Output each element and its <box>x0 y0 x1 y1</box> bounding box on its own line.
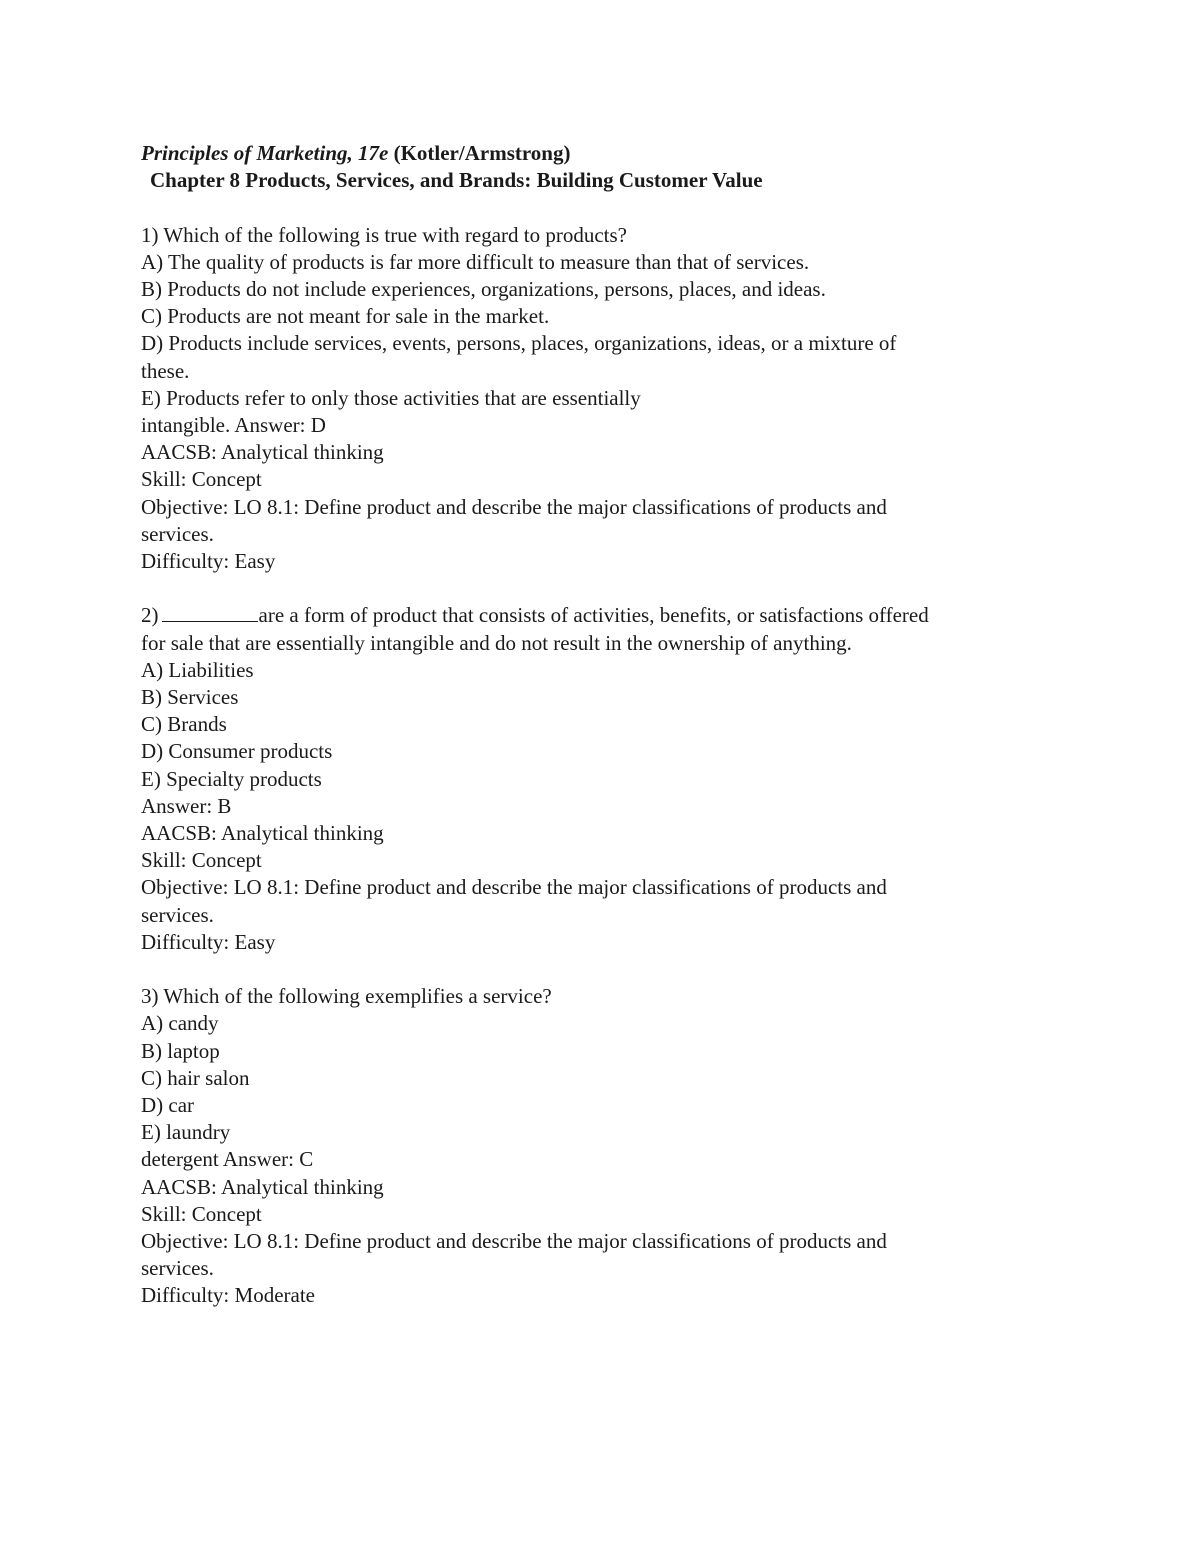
question-number: 2) <box>141 603 159 628</box>
text-line: AACSB: Analytical thinking <box>141 440 384 465</box>
text-line: Skill: Concept <box>141 848 262 873</box>
text-line: 3) Which of the following exemplifies a service? <box>141 984 552 1009</box>
question-3 <box>141 983 1041 1309</box>
text-line: A) The quality of products is far more difficult to measure than that of services. <box>141 249 810 274</box>
text-line: these. <box>141 358 190 383</box>
text-line: B) Products do not include experiences, organizations, persons, places, and ideas. <box>141 277 826 301</box>
text-line: Objective: LO 8.1: Define product and describe the major classifications of products and <box>141 875 887 900</box>
text-line: D) Consumer products <box>141 739 333 764</box>
text-line: detergent Answer: C <box>141 1147 314 1172</box>
text-line: B) Services <box>141 685 239 710</box>
text-line: D) car <box>141 1093 195 1118</box>
question-2 <box>141 602 1041 956</box>
text-line: Answer: B <box>141 793 232 818</box>
text-line: services. <box>141 902 214 927</box>
text-line: E) laundry <box>141 1120 231 1145</box>
document-title <box>141 140 1041 167</box>
text-line: for sale that are essentially intangible and do not result in the ownership of anything. <box>141 630 852 655</box>
text-line: C) hair salon <box>141 1065 250 1090</box>
book-authors: (Kotler/Armstrong) <box>393 141 571 165</box>
text-line: Skill: Concept <box>141 1201 262 1226</box>
text-line: Difficulty: Moderate <box>141 1283 315 1308</box>
text-line: 1) Which of the following is true with regard to products? <box>141 222 627 247</box>
text-line: E) Specialty products <box>141 766 322 791</box>
text-line: Difficulty: Easy <box>141 549 276 574</box>
question-stem-text: are a form of product that consists of activities, benefits, or satisfactions offered <box>258 603 929 628</box>
book-title: Principles of Marketing, 17e <box>141 141 389 165</box>
text-line: C) Brands <box>141 712 227 737</box>
chapter-heading: Chapter 8 Products, Services, and Brands: Building Customer Value <box>150 168 763 193</box>
text-line: Objective: LO 8.1: Define product and describe the major classifications of products and <box>141 1229 887 1254</box>
text-line: Objective: LO 8.1: Define product and describe the major classifications of products and <box>141 494 887 519</box>
question-1 <box>141 222 1041 576</box>
text-line: D) Products include services, events, persons, places, organizations, ideas, or a mixture of <box>141 331 897 356</box>
text-line: A) candy <box>141 1011 219 1036</box>
question-stem <box>141 602 1041 629</box>
text-line: services. <box>141 521 214 546</box>
fill-in-blank <box>162 603 258 622</box>
text-line: AACSB: Analytical thinking <box>141 821 384 846</box>
text-line: AACSB: Analytical thinking <box>141 1174 384 1199</box>
document-page <box>141 140 1041 1310</box>
text-line: E) Products refer to only those activities that are essentially <box>141 385 641 410</box>
text-line: intangible. Answer: D <box>141 413 326 438</box>
text-line: C) Products are not meant for sale in the market. <box>141 304 550 329</box>
text-line: services. <box>141 1256 214 1281</box>
text-line: Difficulty: Easy <box>141 929 276 954</box>
text-line: Skill: Concept <box>141 467 262 492</box>
text-line: B) laptop <box>141 1038 220 1063</box>
text-line: A) Liabilities <box>141 657 254 682</box>
